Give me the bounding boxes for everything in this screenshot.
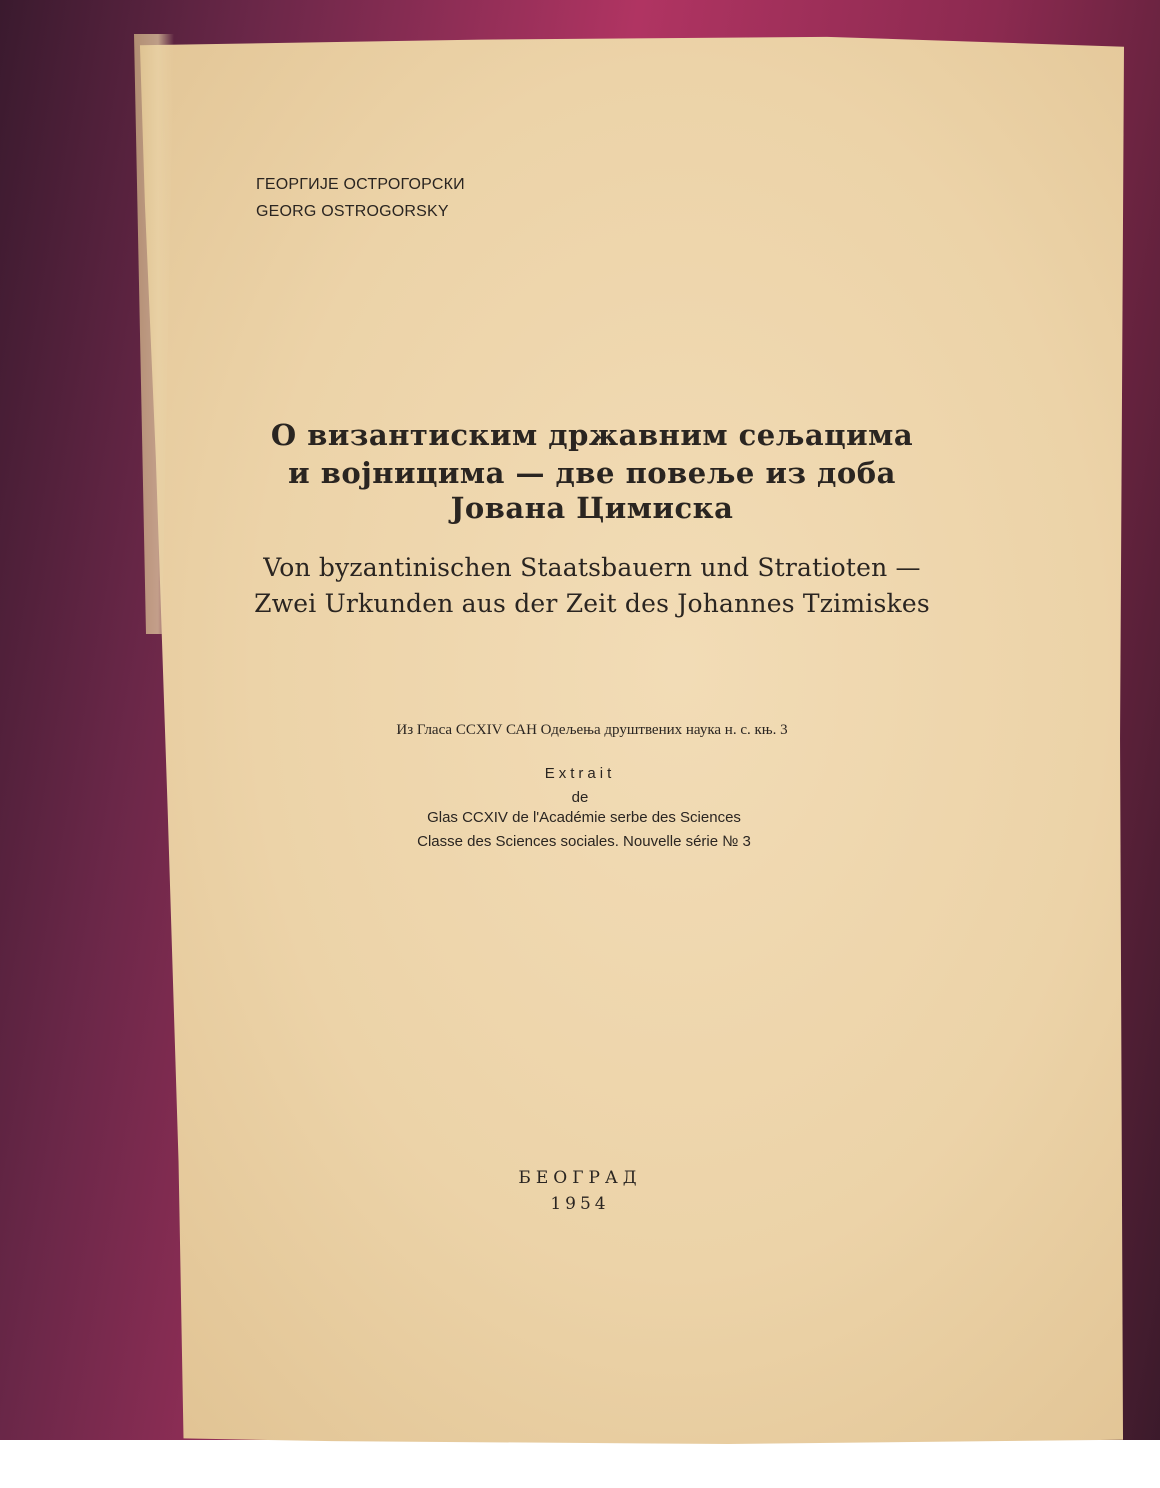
author-name-cyrillic: ГЕОРГИЈЕ ОСТРОГОРСКИ (256, 176, 465, 193)
title-serbian-line-2: и војницима — две повеље из доба (288, 456, 896, 490)
imprint-year: 1954 (550, 1194, 610, 1214)
source-french-de: de (571, 789, 589, 806)
source-french-classe: Classe des Sciences sociales. Nouvelle série № 3 (417, 833, 751, 850)
author-name-latin: GEORG OSTROGORSKY (256, 203, 449, 220)
source-french-glas: Glas CCXIV de l'Académie serbe des Sciences (427, 809, 741, 826)
source-french-extrait: Extrait (544, 765, 616, 782)
scan-bottom-margin (0, 1440, 1160, 1488)
document-page (134, 34, 1124, 1444)
title-german-line-1: Von byzantinischen Staatsbauern und Stratioten — (263, 553, 921, 582)
imprint-city: БЕОГРАД (518, 1168, 642, 1188)
title-serbian-line-1: О византиским државним сељацима (270, 418, 914, 452)
title-german-line-2: Zwei Urkunden aus der Zeit des Johannes Tzimiskes (254, 589, 930, 618)
source-serbian: Из Гласа CCXIV САН Одељења друштвених наука н. с. књ. 3 (396, 722, 788, 738)
title-serbian-line-3: Јована Цимиска (450, 491, 734, 525)
